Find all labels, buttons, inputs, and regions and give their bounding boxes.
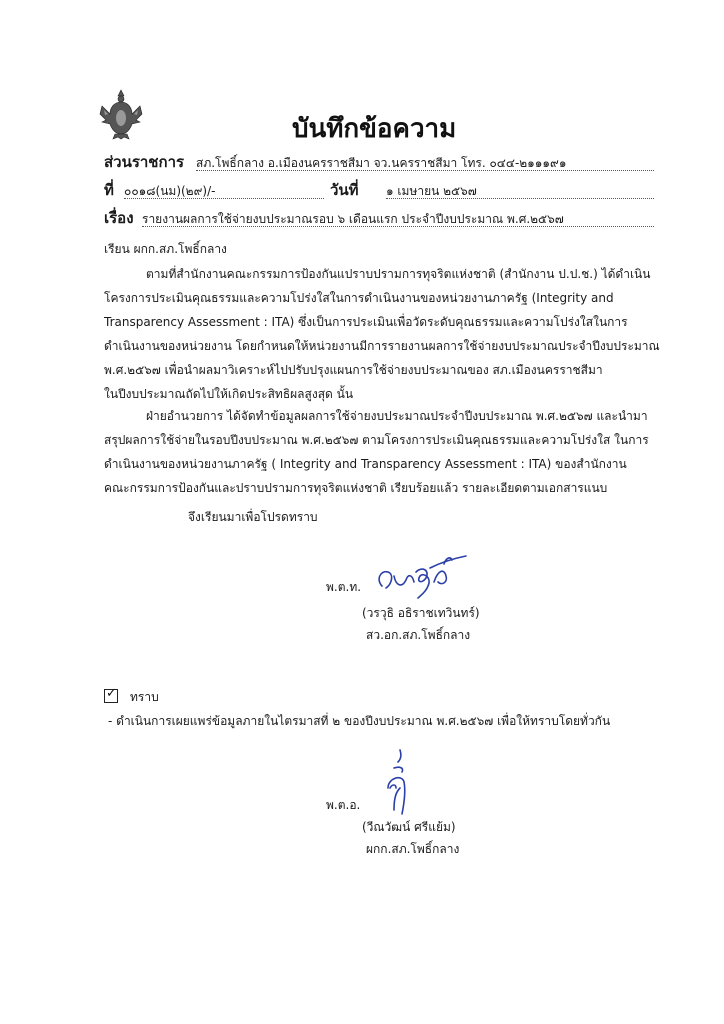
body-paragraph-2	[104, 404, 654, 500]
paragraph-line: พ.ศ.๒๕๖๗ เพื่อนำผลมาวิเคราะห์ไปปรับปรุงแผนการใช้จ่ายงบประมาณของ สภ.เมืองนครราชสีมา	[104, 363, 603, 377]
signer1-position: สว.อก.สภ.โพธิ์กลาง	[366, 628, 471, 642]
subject-label: เรื่อง	[104, 209, 134, 227]
agency-dotted-line	[196, 170, 654, 171]
closing-line: จึงเรียนมาเพื่อโปรดทราบ	[188, 510, 318, 524]
number-value: ๐๐๑๘(นม)(๒๙)/-	[124, 184, 216, 198]
date-value: ๑ เมษายน ๒๕๖๗	[386, 184, 477, 198]
signer2-position: ผกก.สภ.โพธิ์กลาง	[366, 842, 460, 856]
paragraph-line: ในปีงบประมาณถัดไปให้เกิดประสิทธิผลสูงสุด นั้น	[104, 387, 354, 401]
paragraph-line: สรุปผลการใช้จ่ายในรอบปีงบประมาณ พ.ศ.๒๕๖๗ ตามโครงการประเมินคุณธรรมและความโปร่งใส ในการ	[104, 433, 649, 447]
signature-1-image	[372, 552, 472, 600]
paragraph-line: ฝ่ายอำนวยการ ได้จัดทำข้อมูลผลการใช้จ่ายงบประมาณประจำปีงบประมาณ พ.ศ.๒๕๖๗ และนำมา	[146, 409, 648, 423]
acknowledge-note: - ดำเนินการเผยแพร่ข้อมูลภายในไตรมาสที่ ๒ ของปีงบประมาณ พ.ศ.๒๕๖๗ เพื่อให้ทราบโดยทั่วกัน	[108, 714, 611, 728]
paragraph-line: ตามที่สำนักงานคณะกรรมการป้องกันแปราบปรามการทุจริตแห่งชาติ (สำนักงาน ป.ป.ช.) ได้ดำเนิน	[146, 267, 651, 281]
checkmark-icon: ✓	[106, 686, 117, 701]
signer2-rank: พ.ต.อ.	[326, 798, 361, 812]
document-title: บันทึกข้อความ	[292, 114, 457, 144]
paragraph-line: คณะกรรมการป้องกันและปราบปรามการทุจริตแห่งชาติ เรียบร้อยแล้ว รายละเอียดตามเอกสารแนบ	[104, 481, 608, 495]
paragraph-line: ดำเนินงานของหน่วยงานภาครัฐ ( Integrity and Transparency Assessment : ITA) ของสำนักงาน	[104, 457, 627, 471]
addressee: เรียน ผกก.สภ.โพธิ์กลาง	[104, 242, 227, 256]
agency-label: ส่วนราชการ	[104, 153, 185, 171]
date-label: วันที่	[330, 181, 359, 199]
paragraph-line: ดำเนินงานของหน่วยงาน โดยกำหนดให้หน่วยงานมีการรายงานผลการใช้จ่ายงบประมาณประจำปีงบประมาณ	[104, 339, 660, 353]
body-paragraph-1	[104, 262, 660, 406]
number-label: ที่	[104, 181, 114, 199]
acknowledge-checkbox[interactable]	[104, 686, 118, 703]
paragraph-line: โครงการประเมินคุณธรรมและความโปร่งใสในการดำเนินงานของหน่วยงานภาครัฐ (Integrity and	[104, 291, 614, 305]
signer2-name: (วีณวัฒน์ ศรีแย้ม)	[362, 820, 456, 834]
signer1-rank: พ.ต.ท.	[326, 580, 362, 594]
paragraph-line: Transparency Assessment : ITA) ซึ่งเป็นการประเมินเพื่อวัดระดับคุณธรรมและความโปร่งใสในการ	[104, 315, 628, 329]
date-dotted-line	[386, 198, 654, 199]
signer1-name: (วรวุธิ อธิราชเทวินทร์)	[362, 606, 480, 620]
acknowledge-label: ทราบ	[130, 690, 159, 704]
signature-2-image	[380, 748, 420, 820]
number-dotted-line	[124, 198, 324, 199]
agency-value: สภ.โพธิ์กลาง อ.เมืองนครราชสีมา จว.นครราชสีมา โทร. ๐๔๔-๒๑๑๑๙๑	[196, 156, 567, 170]
subject-value: รายงานผลการใช้จ่ายงบประมาณรอบ ๖ เดือนแรก ประจำปีงบประมาณ พ.ศ.๒๕๖๗	[142, 212, 564, 226]
subject-dotted-line	[142, 226, 654, 227]
garuda-emblem-icon	[98, 88, 144, 140]
